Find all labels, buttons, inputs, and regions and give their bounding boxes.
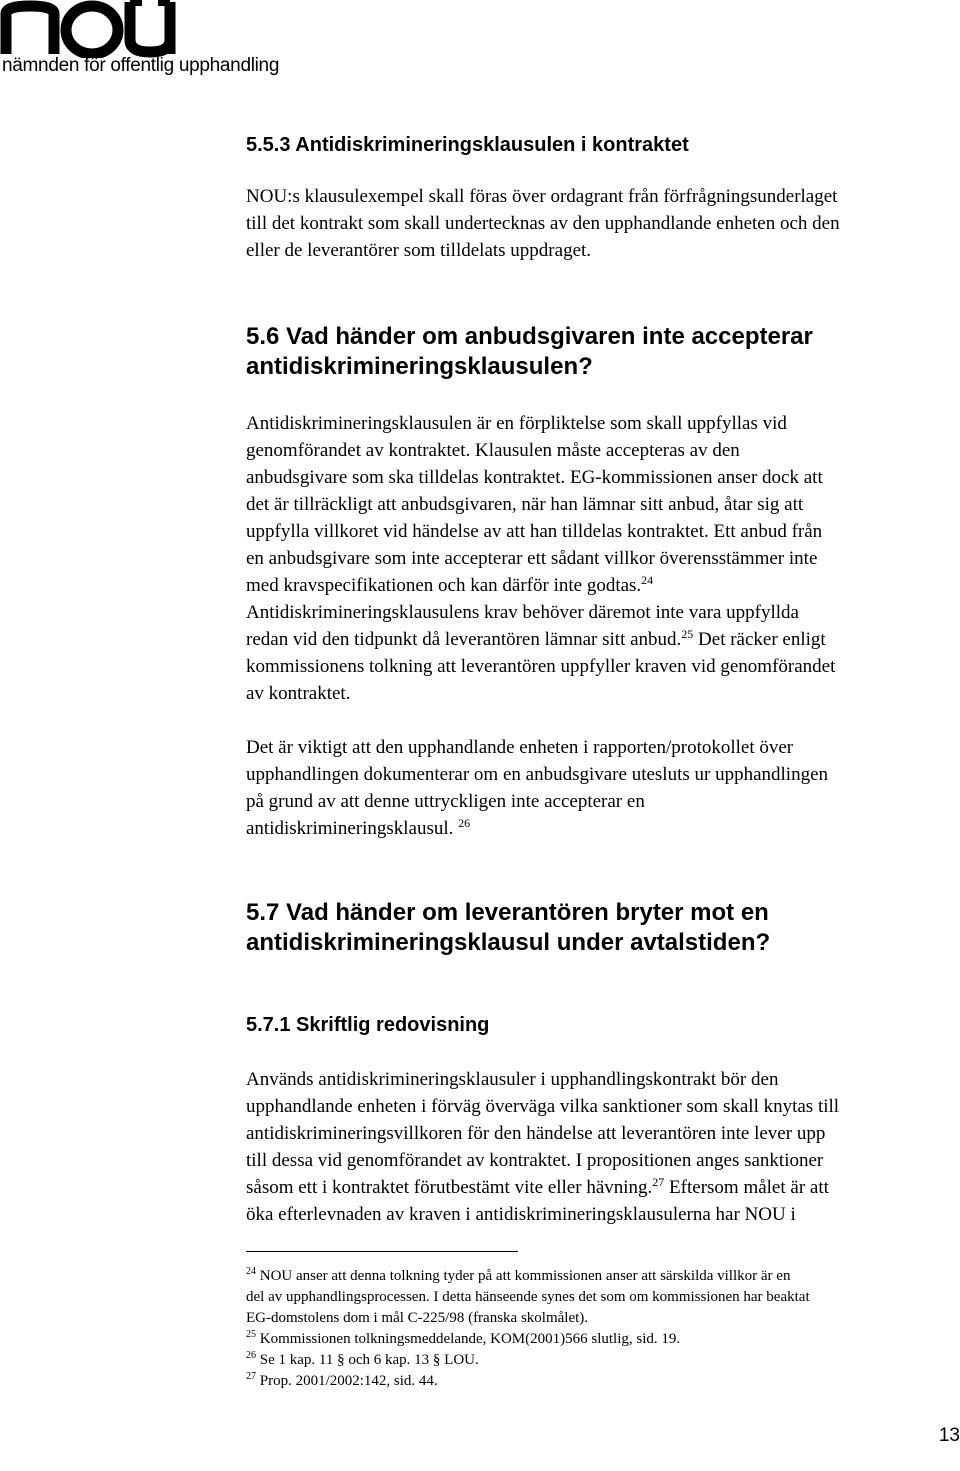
text-line: eller de leverantörer som tilldelats uppdraget.	[246, 240, 592, 261]
heading-line: antidiskrimineringsklausul under avtalstiden?	[246, 929, 771, 956]
text-line: kommissionens tolkning att leverantören uppfyller kraven vid genomförandet	[246, 656, 836, 677]
heading-line: 5.6 Vad händer om anbudsgivaren inte accepterar	[246, 323, 813, 350]
text-line: upphandlingen dokumenterar om en anbudsgivare utesluts ur upphandlingen	[246, 764, 829, 785]
text-line: upphandlande enheten i förväg överväga vilka sanktioner som skall knytas till	[246, 1096, 840, 1117]
page-number: 13	[938, 1425, 960, 1446]
paragraph-5-5-3	[246, 183, 960, 264]
text-line: till det kontrakt som skall undertecknas av den upphandlande enheten och den	[246, 213, 840, 234]
footnote-24: $^{24}$ NOU anser att denna tolkning tyder på att kommissionen anser att särskilda villkor är en	[246, 1266, 791, 1284]
text-line: redan vid den tidpunkt då leverantören lämnar sitt anbud.$^{25}$ Det räcker enligt	[246, 627, 826, 650]
text-line: till dessa vid genomförandet av kontraktet. I propositionen anges sanktioner	[246, 1150, 824, 1171]
footnote-ref-24: 24	[641, 573, 654, 587]
text-line: Antidiskrimineringsklausulen är en förpliktelse som skall uppfyllas vid	[246, 413, 787, 434]
text-line: en anbudsgivare som inte accepterar ett sådant villkor överensstämmer inte	[246, 548, 818, 569]
text-line: av kontraktet.	[246, 683, 351, 704]
text-line: antidiskrimineringsklausul. $^{26}$	[246, 816, 471, 839]
logo-subtitle: nämnden för offentlig upphandling	[2, 55, 280, 76]
footnote-26: $^{26}$ Se 1 kap. 11 § och 6 kap. 13 § LOU.	[246, 1350, 479, 1368]
text-line: på grund av att denne uttryckligen inte accepterar en	[246, 791, 645, 812]
text-line: Det är viktigt att den upphandlande enheten i rapporten/protokollet över	[246, 737, 794, 758]
section-heading-5-5-3: 5.5.3 Antidiskrimineringsklausulen i kontraktet	[246, 134, 689, 156]
text-line: NOU:s klausulexempel skall föras över ordagrant från förfrågningsunderlaget	[246, 186, 838, 207]
section-heading-5-6	[246, 322, 813, 382]
footnote-25: $^{25}$ Kommissionen tolkningsmeddelande, KOM(2001)566 slutlig, sid. 19.	[246, 1329, 681, 1347]
text-line: uppfylla villkoret vid händelse av att han tilldelas kontraktet. Ett anbud från	[246, 521, 823, 542]
footnote-ref-27: 27	[652, 1175, 665, 1189]
footnote-line: del av upphandlingsprocessen. I detta hänseende synes det som om kommissionen har beaktat	[246, 1289, 810, 1305]
footnote-separator	[246, 1251, 518, 1252]
footnote-ref-25: 25	[681, 627, 694, 641]
footnotes	[246, 1266, 960, 1392]
heading-line: 5.7 Vad händer om leverantören bryter mot en	[246, 899, 769, 926]
text-line: antidiskrimineringsvillkoren för den händelse att leverantören inte lever upp	[246, 1123, 826, 1144]
text-line: anbudsgivare som ska tilldelas kontraktet. EG-kommissionen anser dock att	[246, 467, 823, 488]
nou-wordmark-logo	[0, 0, 190, 58]
paragraph-5-7-1	[246, 1066, 960, 1228]
paragraph-5-6-a	[246, 410, 960, 707]
footnote-27: $^{27}$ Prop. 2001/2002:142, sid. 44.	[246, 1371, 438, 1389]
text-line: genomförandet av kontraktet. Klausulen måste accepteras av den	[246, 440, 740, 461]
nou-logo	[0, 0, 280, 84]
footnote-ref-26: 26	[458, 816, 471, 830]
heading-line: antidiskrimineringsklausulen?	[246, 353, 593, 380]
text-line: Antidiskrimineringsklausulens krav behöver däremot inte vara uppfyllda	[246, 602, 799, 623]
footnote-line: EG-domstolens dom i mål C-225/98 (franska skolmålet).	[246, 1310, 589, 1326]
section-heading-5-7	[246, 898, 770, 958]
paragraph-5-6-b	[246, 734, 960, 842]
text-line: såsom ett i kontraktet förutbestämt vite eller hävning.$^{27}$ Eftersom målet är att	[246, 1175, 829, 1198]
text-line: öka efterlevnaden av kraven i antidiskrimineringsklausulerna har NOU i	[246, 1204, 796, 1225]
text-line: Används antidiskrimineringsklausuler i upphandlingskontrakt bör den	[246, 1069, 779, 1090]
section-heading-5-7-1: 5.7.1 Skriftlig redovisning	[246, 1014, 490, 1036]
text-line: med kravspecifikationen och kan därför inte godtas.$^{24}$	[246, 573, 654, 596]
text-line: det är tillräckligt att anbudsgivaren, när han lämnar sitt anbud, åtar sig att	[246, 494, 804, 515]
